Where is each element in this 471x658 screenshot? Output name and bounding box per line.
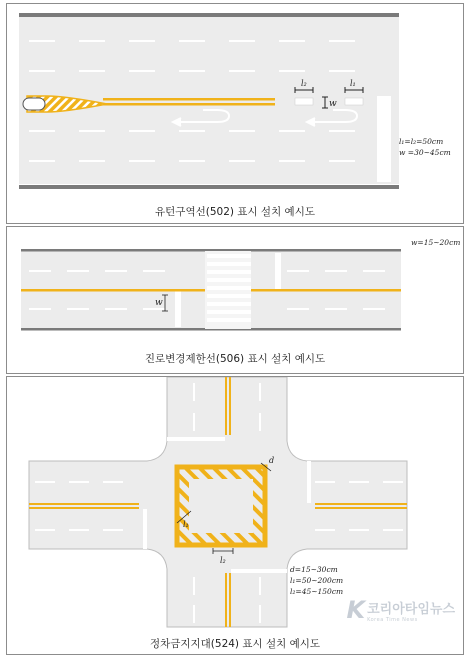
label-d: d (269, 456, 275, 465)
stop-line-south (231, 569, 287, 573)
road-edge-top (19, 13, 399, 17)
yellow-center-west-a (29, 503, 139, 505)
label-l1: l₁ (350, 79, 356, 88)
road-edge-bottom (19, 185, 399, 189)
lane-change-panel (6, 226, 464, 374)
yellow-center-right (251, 289, 401, 292)
legend-line: d=15~30cm (290, 565, 338, 574)
stop-line-left (175, 291, 181, 327)
legend-line: l₁=l₂=50cm (399, 137, 444, 146)
no-stopping-legend (290, 564, 343, 597)
no-stopping-panel (6, 376, 464, 655)
stop-line-north (167, 437, 225, 441)
yellow-center-south-a (225, 573, 227, 627)
yellow-center-north-a (225, 377, 227, 435)
yellow-line-upper (103, 98, 275, 101)
label-w: w (155, 298, 163, 308)
label-l1: l₁ (183, 520, 189, 529)
yellow-center-east-b (315, 507, 407, 509)
legend-line: w =30~45cm (399, 148, 451, 157)
legend-line: w=15~20cm (411, 238, 461, 247)
stop-line-east (307, 461, 311, 503)
uturn-diagram (7, 4, 463, 223)
lane-change-legend (411, 237, 460, 248)
yellow-center-west-b (29, 507, 139, 509)
yellow-line-lower (103, 103, 275, 106)
yellow-center-left (21, 289, 205, 292)
watermark-logo (346, 596, 455, 624)
watermark-k-icon: K (346, 596, 366, 624)
watermark-text: 코리아타임뉴스 (367, 601, 455, 617)
uturn-panel (6, 3, 464, 224)
legend-line: l₂=45~150cm (290, 587, 344, 596)
uturn-legend (399, 136, 451, 158)
uturn-caption: 유턴구역선(502) 표시 설치 예시도 (155, 206, 315, 218)
label-l2: l₂ (220, 556, 226, 565)
no-stopping-box-inner (189, 479, 253, 533)
crosswalk (205, 251, 251, 329)
uturn-dash-1 (295, 98, 313, 105)
stop-line (377, 96, 391, 182)
label-l2: l₂ (301, 79, 307, 88)
yellow-center-north-b (229, 377, 231, 435)
yellow-center-east-a (315, 503, 407, 505)
uturn-dash-2 (345, 98, 363, 105)
label-w: w (329, 99, 337, 109)
yellow-center-south-b (229, 573, 231, 627)
median-island (23, 98, 45, 110)
watermark-subtext: Korea Time News (367, 616, 418, 623)
lane-change-caption: 진로변경제한선(506) 표시 설치 예시도 (144, 353, 326, 365)
no-stopping-caption: 정차금지지대(524) 표시 설치 예시도 (149, 638, 321, 650)
legend-line: l₁=50~200cm (290, 576, 344, 585)
stop-line-west (143, 509, 147, 549)
stop-line-right (275, 253, 281, 289)
